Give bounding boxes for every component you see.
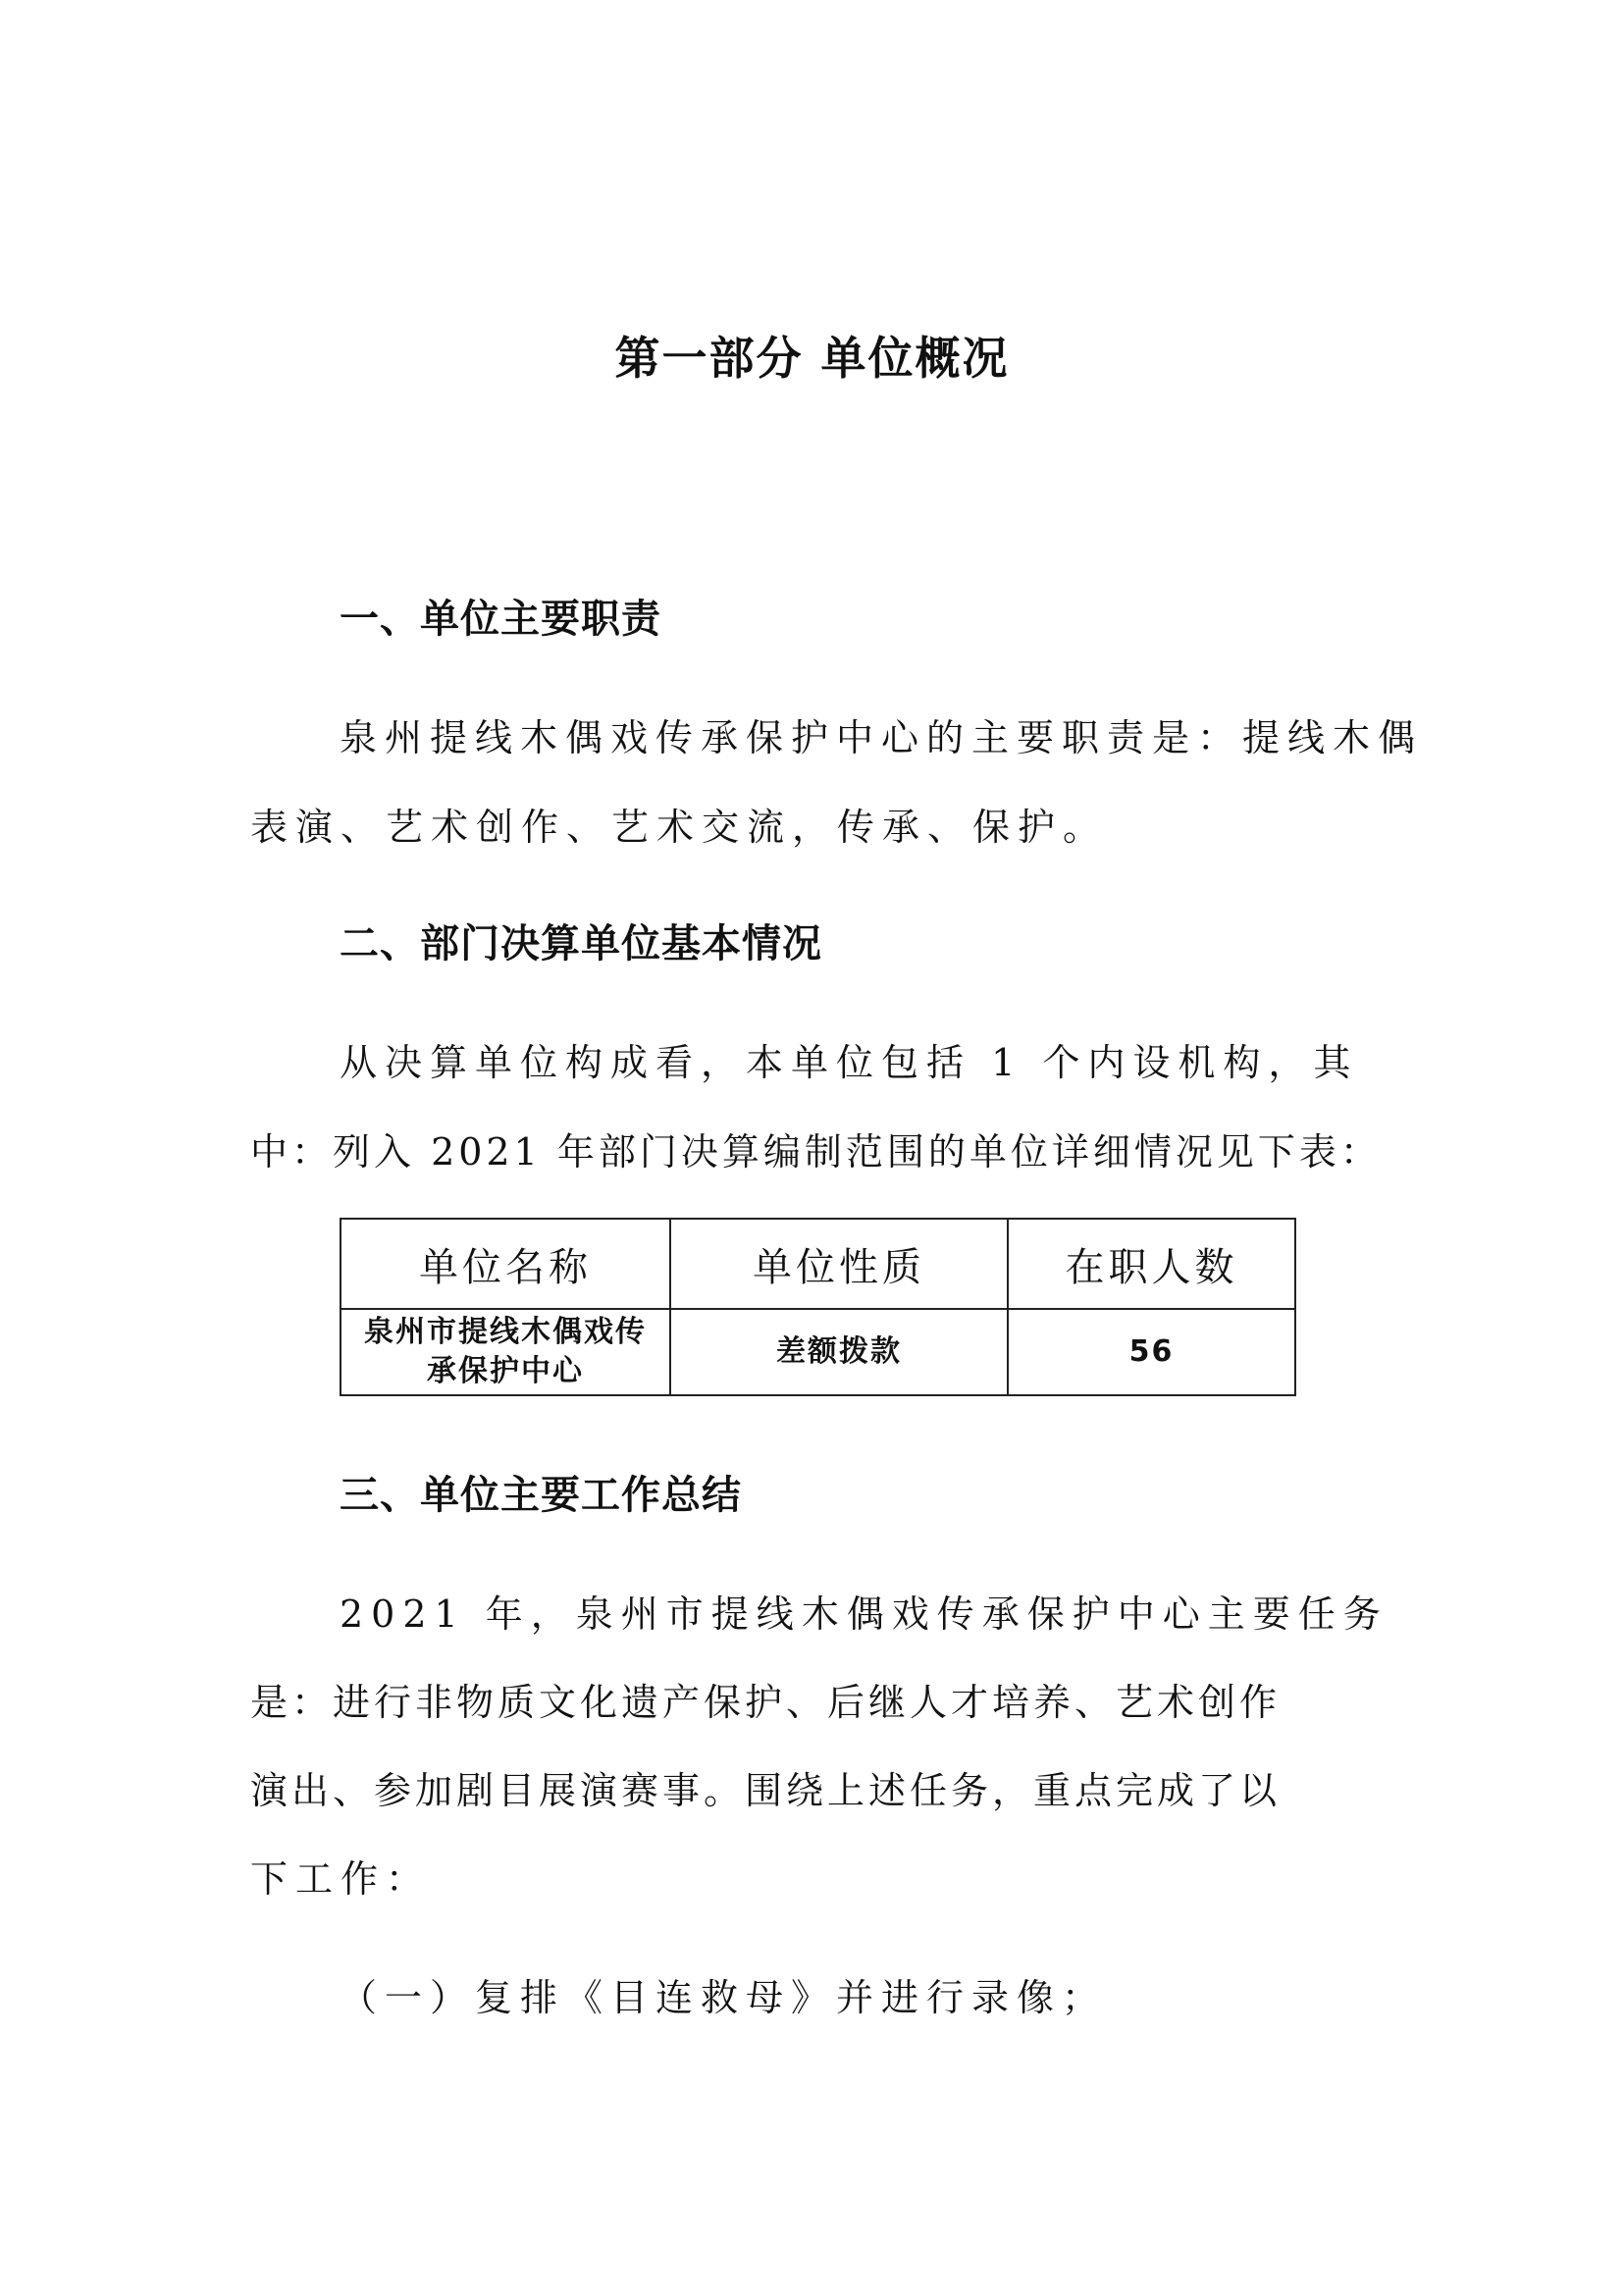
unit-table	[340, 1218, 1296, 1396]
section-1-heading: 一、单位主要职责	[340, 597, 661, 642]
section-1-paragraph-line-1: 泉州提线木偶戏传承保护中心的主要职责是：提线木偶	[340, 716, 1424, 759]
section-3-paragraph-line-2: 是：进行非物质文化遗产保护、后继人才培养、艺术创作	[250, 1681, 1282, 1724]
page-title: 第一部分 单位概况	[614, 332, 1010, 385]
work-item-1: （一）复排《目连救母》并进行录像；	[340, 1976, 1108, 2019]
cell-unit-name	[341, 1309, 670, 1395]
section-2-paragraph-line-2: 中：列入 2021 年部门决算编制范围的单位详细情况见下表：	[250, 1130, 1382, 1174]
table-row	[341, 1309, 1295, 1395]
cell-unit-nature: 差额拨款	[670, 1309, 1008, 1395]
section-3-paragraph-line-4: 下工作：	[250, 1857, 432, 1901]
cell-staff-count: 56	[1008, 1309, 1295, 1395]
section-2-heading: 二、部门决算单位基本情况	[340, 921, 822, 966]
section-2-paragraph-line-1: 从决算单位构成看，本单位包括 1 个内设机构，其	[340, 1041, 1359, 1084]
section-1-paragraph-line-2: 表演、艺术创作、艺术交流，传承、保护。	[250, 806, 1109, 849]
section-3-paragraph-line-3: 演出、参加剧目展演赛事。围绕上述任务，重点完成了以	[250, 1769, 1282, 1812]
section-3-heading: 三、单位主要工作总结	[340, 1473, 742, 1518]
column-header-staff-count: 在职人数	[1008, 1219, 1295, 1309]
section-3-paragraph-line-1: 2021 年，泉州市提线木偶戏传承保护中心主要任务	[340, 1592, 1388, 1636]
column-header-unit-name: 单位名称	[341, 1219, 670, 1309]
column-header-unit-nature: 单位性质	[670, 1219, 1008, 1309]
unit-name-line-2: 承保护中心	[427, 1354, 584, 1388]
unit-name-line-1: 泉州市提线木偶戏传	[364, 1315, 647, 1349]
table-header-row	[341, 1219, 1295, 1309]
